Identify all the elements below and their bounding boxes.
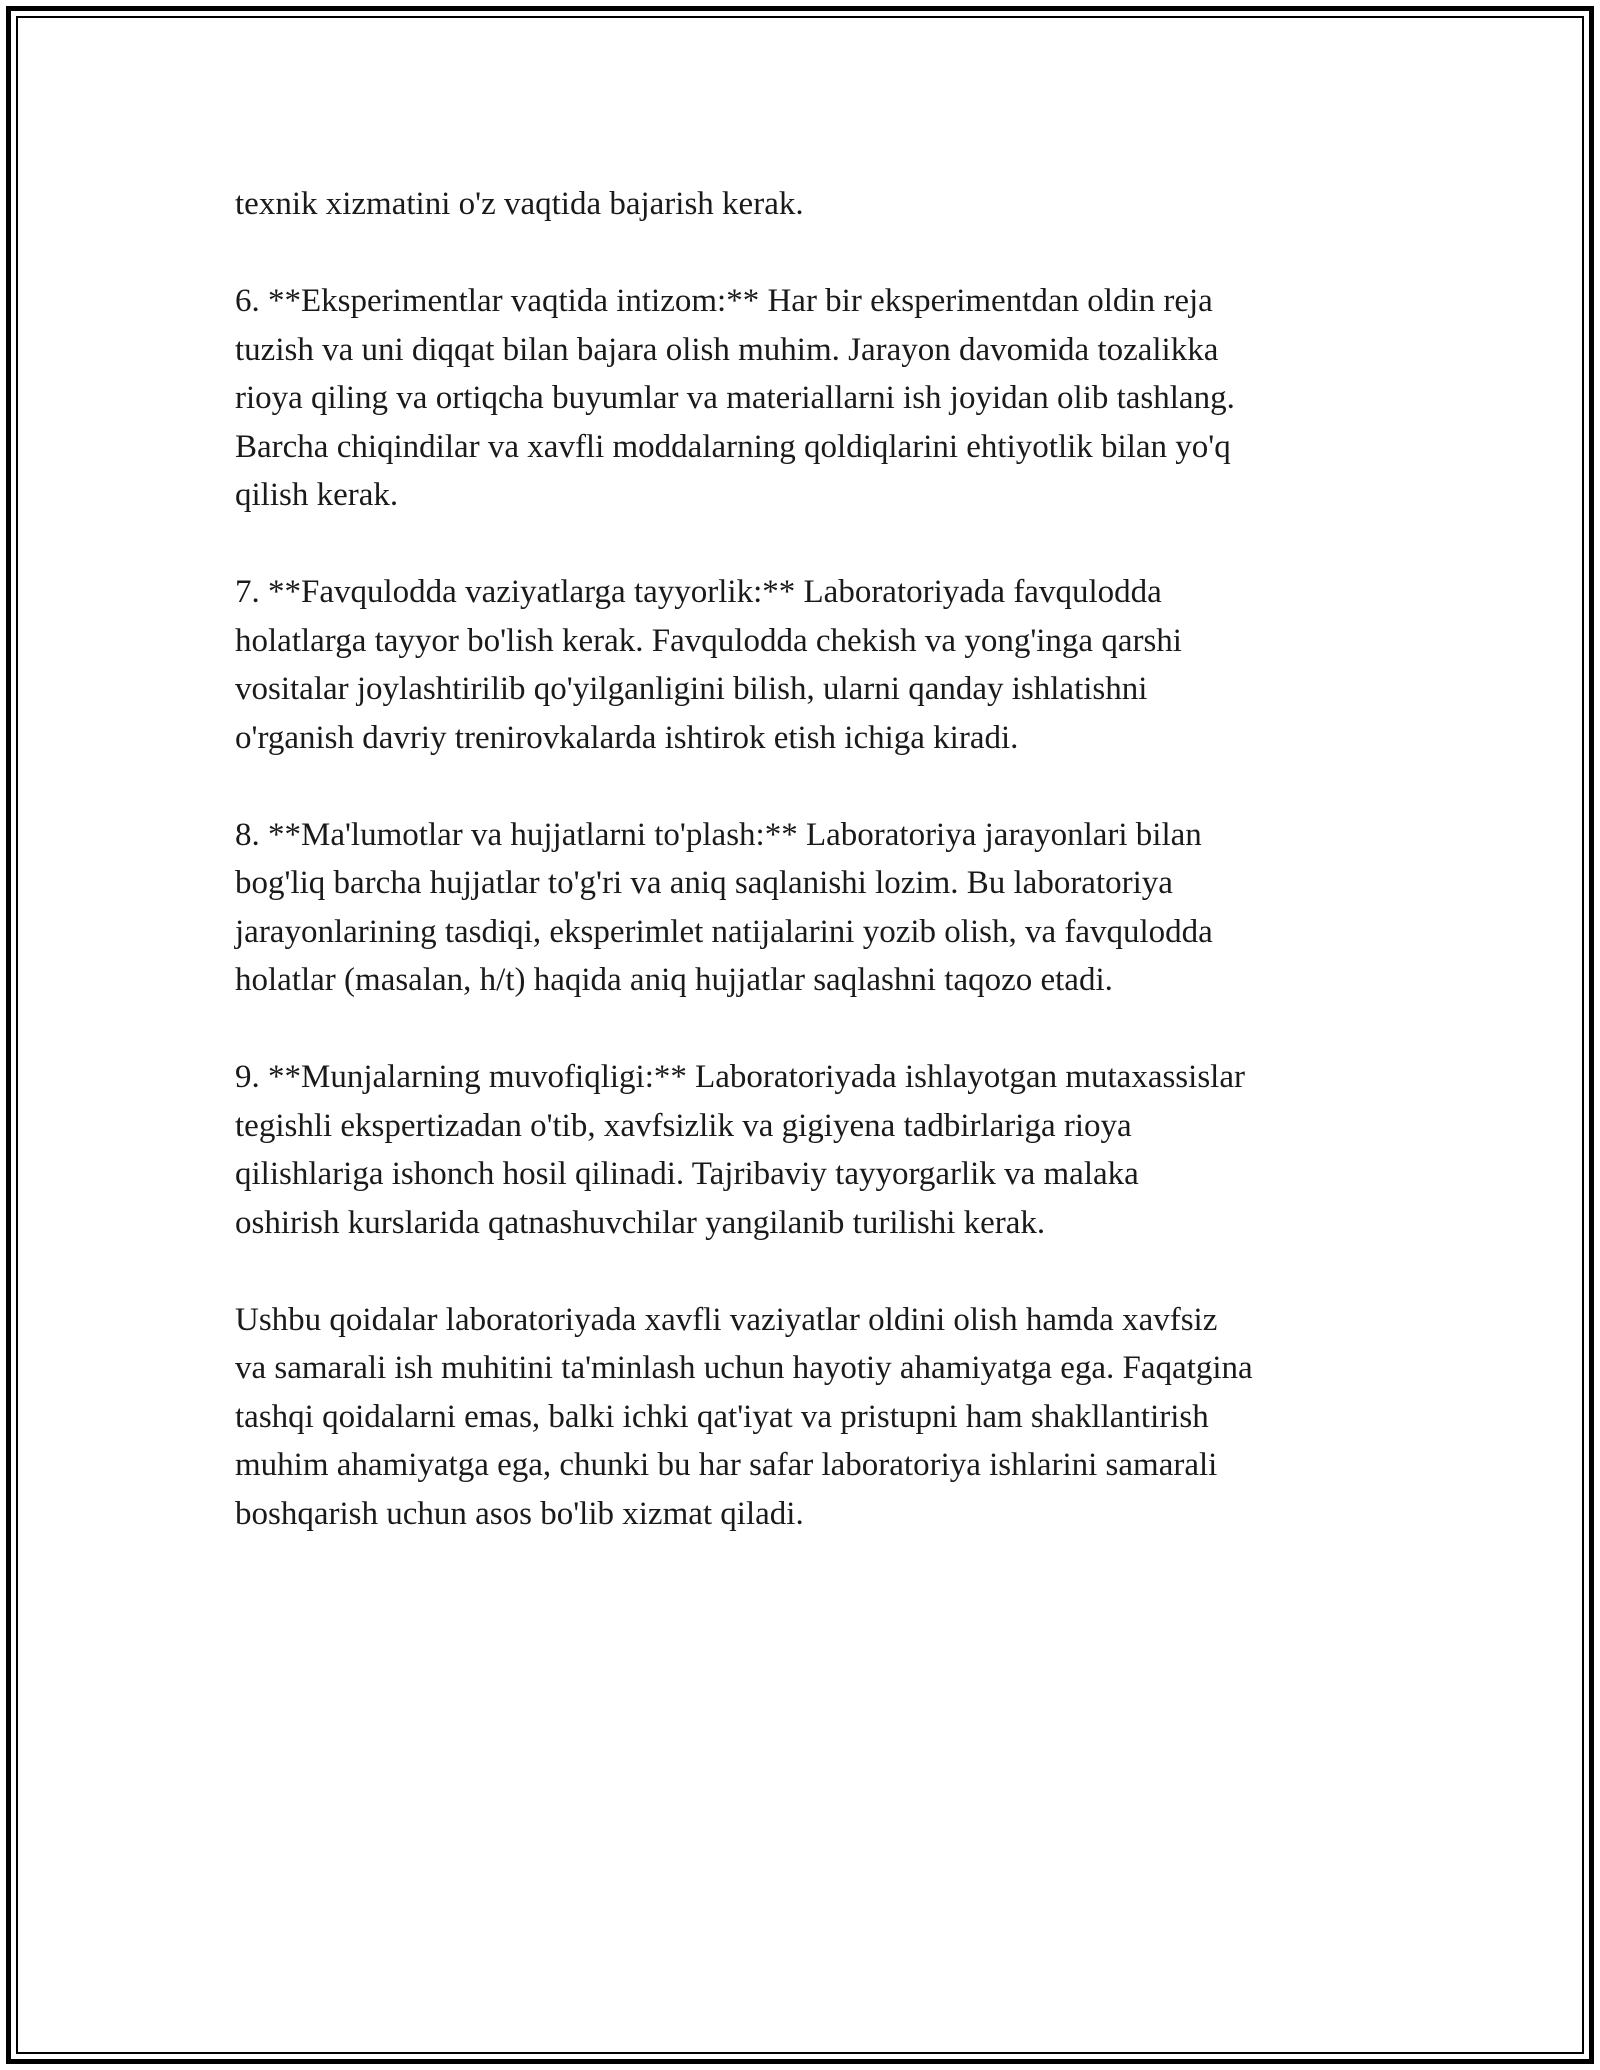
paragraph-item-8: 8. **Ma'lumotlar va hujjatlarni to'plash:** Laboratoriya jarayonlari bilan bog'liq barcha hujjatlar to'g'ri va aniq saqlanishi lozim. Bu laboratoriya jarayonlarining tasdiqi, eksperimlet natijalarini yozib olish, va favqulodda holatlar (masalan, h/t) haqida aniq hujjatlar saqlashni taqozo etadi. bbox=[235, 816, 1213, 998]
paragraph-intro-continuation: texnik xizmatini o'z vaqtida bajarish kerak. bbox=[235, 186, 804, 222]
paragraph-conclusion: Ushbu qoidalar laboratoriyada xavfli vaziyatlar oldini olish hamda xavfsiz va samarali ish muhitini ta'minlash uchun hayotiy ahamiyatga ega. Faqatgina tashqi qoidalarni emas, balki ichki qat'iyat va pristupni ham shakllantirish muhim ahamiyatga ega, chunki bu har safar laboratoriya ishlarini samarali boshqarish uchun asos bo'lib xizmat qiladi. bbox=[235, 1301, 1253, 1532]
paragraph-item-9: 9. **Munjalarning muvofiqligi:** Laboratoriyada ishlayotgan mutaxassislar tegishli ekspertizadan o'tib, xavfsizlik va gigiyena tadbirlariga rioya qilishlariga ishonch hosil qilinadi. Tajribaviy tayyorgarlik va malaka oshirish kurslarida qatnashuvchilar yangilanib turilishi kerak. bbox=[235, 1059, 1245, 1241]
document-body bbox=[235, 180, 1385, 1587]
paragraph-item-7: 7. **Favqulodda vaziyatlarga tayyorlik:** Laboratoriyada favqulodda holatlarga tayyor bo'lish kerak. Favqulodda chekish va yong'inga qarshi vositalar joylashtirilib qo'yilganligini bilish, ularni qanday ishlatishni o'rganish davriy trenirovkalarda ishtirok etish ichiga kiradi. bbox=[235, 574, 1182, 756]
paragraph-item-6: 6. **Eksperimentlar vaqtida intizom:** Har bir eksperimentdan oldin reja tuzish va uni diqqat bilan bajara olish muhim. Jarayon davomida tozalikka rioya qiling va ortiqcha buyumlar va materiallarni ish joyidan olib tashlang. Barcha chiqindilar va xavfli moddalarning qoldiqlarini ehtiyotlik bilan yo'q qilish kerak. bbox=[235, 283, 1235, 513]
